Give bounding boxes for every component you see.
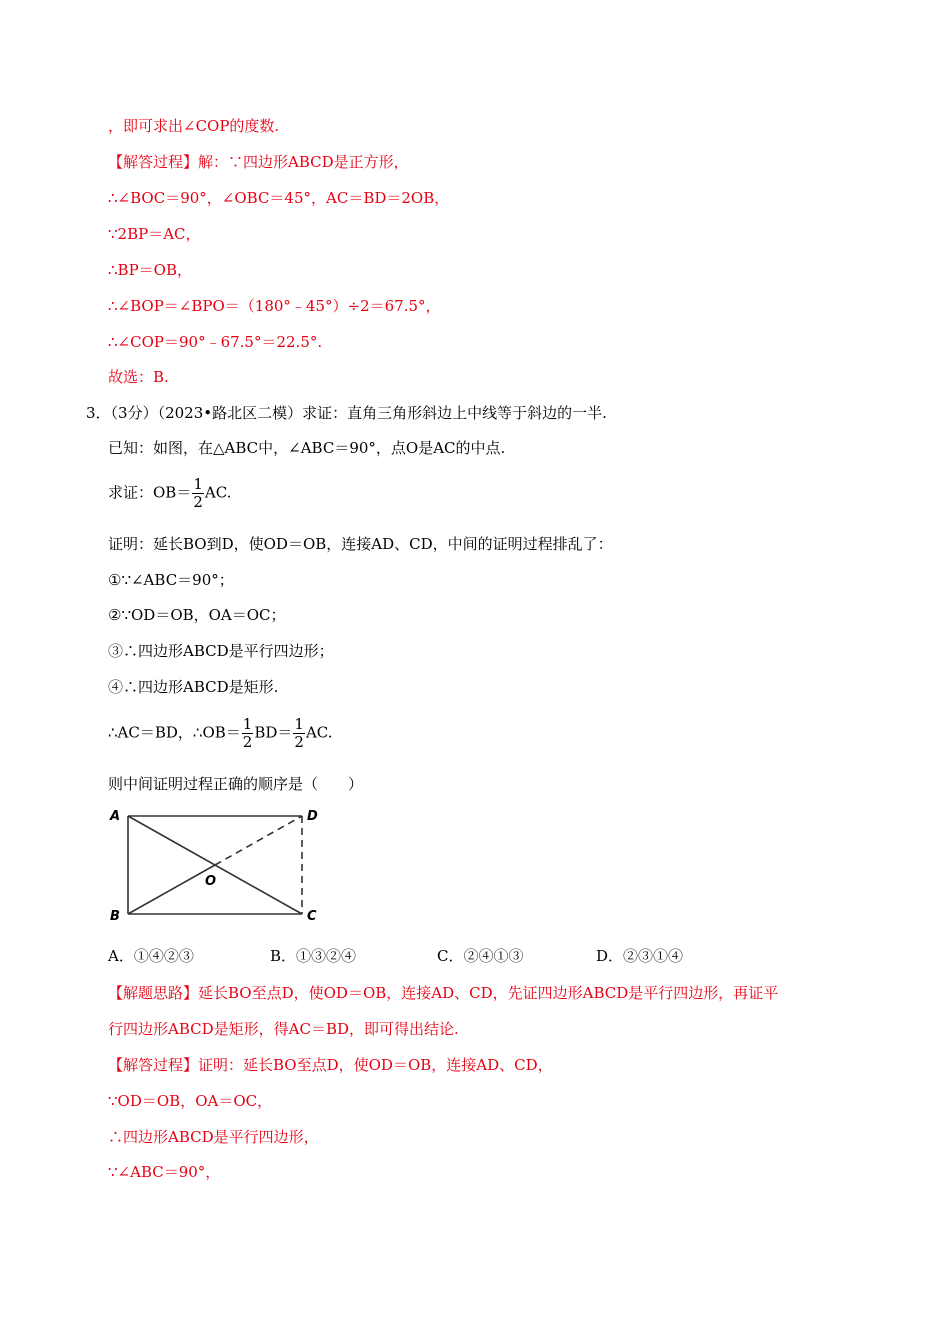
question-prove <box>108 476 231 511</box>
solution-step: ∴∠COP＝90°﹣67.5°＝22.5°. <box>108 333 323 351</box>
solution-step: ∵∠ABC＝90°， <box>108 1163 221 1181</box>
proof-step-3: ③∴四边形ABCD是平行四边形； <box>108 642 334 660</box>
prove-suffix: AC. <box>204 483 232 502</box>
proof-conclusion <box>108 716 332 751</box>
conclusion-part-a: ∴AC＝BD，∴OB＝ <box>108 723 241 742</box>
segment-od-dashed <box>215 816 302 865</box>
proof-intro: 证明：延长BO到D，使OD＝OB，连接AD、CD，中间的证明过程排乱了： <box>108 535 613 553</box>
solution-step: ∴∠BOP＝∠BPO＝（180°﹣45°）÷2＝67.5°， <box>108 297 441 315</box>
solution-step: ∴BP＝OB， <box>108 261 192 279</box>
solution-process-heading: 【解答过程】证明：延长BO至点D，使OD＝OB，连接AD、CD， <box>108 1056 553 1074</box>
proof-step-4: ④∴四边形ABCD是矩形. <box>108 678 279 696</box>
segment-bo <box>128 865 215 914</box>
proof-step-1: ①∵∠ABC＝90°； <box>108 571 234 589</box>
fraction-half: $\frac{1}{2}$ <box>193 475 203 511</box>
solution-idea-line-2: 行四边形ABCD是矩形，得AC＝BD，即可得出结论. <box>108 1020 459 1038</box>
option-b[interactable]: B．①③②④ <box>270 947 357 965</box>
conclusion-part-c: AC. <box>305 723 333 742</box>
question-given: 已知：如图，在△ABC中，∠ABC＝90°，点O是AC的中点. <box>108 439 506 457</box>
conclusion-part-b: BD＝ <box>254 723 293 742</box>
label-b: B <box>110 909 120 924</box>
proof-step-2: ②∵OD＝OB，OA＝OC； <box>108 606 286 624</box>
label-c: C <box>307 909 317 924</box>
label-d: D <box>307 809 318 824</box>
prove-prefix: 求证：OB＝ <box>108 483 192 502</box>
solution-step: ∴∠BOC＝90°，∠OBC＝45°，AC＝BD＝2OB， <box>108 189 450 207</box>
solution-process-heading: 【解答过程】解：∵四边形ABCD是正方形， <box>108 153 409 171</box>
label-o: O <box>205 874 217 889</box>
solution-step: ∴四边形ABCD是平行四边形， <box>108 1128 319 1146</box>
label-a: A <box>110 809 121 824</box>
solution-step: ∵2BP＝AC， <box>108 225 201 243</box>
option-c[interactable]: C．②④①③ <box>437 947 524 965</box>
question-ask: 则中间证明过程正确的顺序是（ ） <box>108 775 364 793</box>
solution-continuation: ，即可求出∠COP的度数. <box>108 117 280 135</box>
solution-step: ∵OD＝OB，OA＝OC， <box>108 1092 273 1110</box>
fraction-half: $\frac{1}{2}$ <box>294 715 304 751</box>
fraction-half: $\frac{1}{2}$ <box>242 715 253 751</box>
question-header: 3．（3分）（2023•路北区二模）求证：直角三角形斜边上中线等于斜边的一半. <box>86 404 607 422</box>
option-a[interactable]: A．①④②③ <box>108 947 194 965</box>
solution-answer: 故选：B. <box>108 368 169 386</box>
solution-idea-line-1: 【解题思路】延长BO至点D，使OD＝OB，连接AD、CD，先证四边形ABCD是平行四边形，再证平 <box>108 984 779 1002</box>
option-d[interactable]: D．②③①④ <box>596 947 684 965</box>
rectangle-figure <box>104 802 328 926</box>
